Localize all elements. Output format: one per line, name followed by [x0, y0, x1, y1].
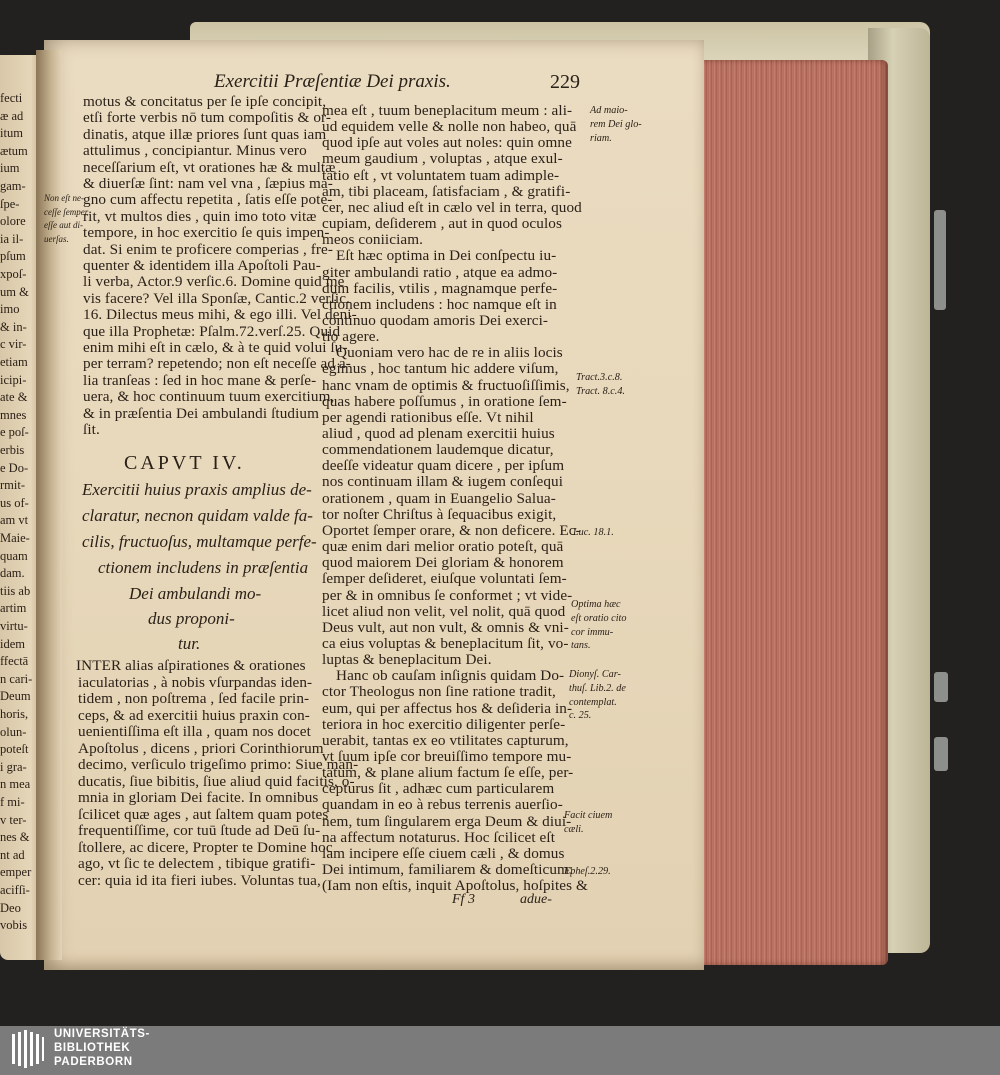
text-line: per agendi rationibus eſſe. Vt nihil: [322, 408, 534, 426]
text-line: Oportet ſemper orare, & non deficere. Ec-: [322, 521, 581, 539]
margin-note-line: Tract. 8.c.4.: [576, 385, 625, 397]
previous-page-fragment: Deum: [0, 689, 31, 704]
text-line: ſit.: [83, 421, 100, 438]
previous-page-fragment: emper: [0, 865, 32, 880]
library-footer-bar: [0, 1026, 1000, 1075]
text-line: quod ipſe aut voles aut noles: quin omne: [322, 134, 572, 152]
text-line: quæ enim dari melior oratio poteſt, quā: [322, 538, 564, 556]
text-line: egimus , hoc tantum hic addere viſum,: [322, 360, 559, 378]
previous-page-fragment: æ ad: [0, 108, 24, 123]
chapter-text-line: iaculatorias , à nobis vſurpandas iden-: [78, 673, 313, 691]
text-line: licet aliud non velit, vel nolit, quā quod: [322, 602, 566, 620]
text-line: enim mihi eſt in cælo, & à te quid volui ſu-: [83, 339, 348, 356]
previous-page-fragment: c vir-: [0, 337, 27, 352]
chapter-text-line: INTER alias aſpirationes & orationes: [76, 657, 306, 674]
text-line: quenter & identidem illa Apoſtoli Pau-: [83, 257, 321, 274]
text-line: meum gaudium , voluptas , atque exul-: [322, 150, 563, 168]
previous-page-fragment: itum: [0, 126, 23, 141]
margin-note-line: Facit ciuem: [564, 810, 613, 821]
text-line: continuo quodam amoris Dei exerci-: [322, 311, 549, 329]
previous-page-fragment: vobis: [0, 918, 28, 933]
previous-page-fragment: poteſt: [0, 742, 29, 757]
text-line: Dei intimum, familiarem & domeſticum:: [322, 861, 574, 879]
chapter-subtitle-line: dus proponi-: [148, 609, 235, 628]
text-line: orationem , quam in Euangelio Salua-: [322, 489, 556, 507]
margin-note-line: c. 25.: [569, 710, 592, 722]
chapter-text-line: mnia in gloriam Dei facite. In omnibus: [78, 789, 319, 806]
text-line: ca eius voluptas & beneplacitum ſit, vo-: [322, 634, 569, 652]
chapter-text-line: Apoſtolus , dicens , priori Corinthiorum: [78, 739, 324, 757]
text-line: Quoniam vero hac de re in aliis locis: [336, 344, 563, 362]
text-line: iam incipere eſſe ciuem cæli , & domus: [322, 844, 565, 862]
text-line: eum, qui per affectus hos & deſideria in-: [322, 699, 573, 717]
margin-note-line: Luc. 18.1.: [573, 527, 614, 538]
library-name-line2: BIBLIOTHEK: [54, 1042, 131, 1054]
chapter-text-line: ducatis, ſiue bibitis, ſiue aliud quid facitis, o-: [78, 772, 355, 790]
previous-page-fragment: icipi-: [0, 372, 27, 387]
previous-page-fragment: Deo: [0, 900, 21, 915]
chapter-subtitle-line: cilis, fructuoſus, multamque perfe-: [82, 532, 317, 551]
text-line: neceſſarium eſt, vt orationes hæ & multæ: [83, 158, 336, 176]
margin-note-line: contemplat.: [569, 696, 617, 708]
margin-note-line: Ad maio-: [590, 105, 628, 116]
clasp-middle: [934, 672, 948, 702]
text-line: dinatis, atque illæ priores ſunt quas iam: [83, 125, 327, 143]
chapter-text-line: uenientiſſima eſt illa , quam nos docet: [78, 723, 311, 740]
chapter-heading: CAPVT IV.: [124, 452, 245, 474]
page-block-red-edge: [688, 60, 888, 965]
text-line: na affectum notaturus. Hoc ſcilicet eſt: [322, 828, 556, 846]
text-line: giter ambulandi ratio , atque ea admo-: [322, 263, 558, 281]
previous-page-fragment: nes &: [0, 830, 30, 845]
text-line: aliud , quod ad plenam exercitii huius: [322, 425, 555, 442]
margin-note-line: Epheſ.2.29.: [564, 866, 611, 877]
library-logo-icon: [10, 1028, 46, 1072]
clasp-upper: [934, 210, 946, 310]
margin-note-line: cæli.: [564, 823, 584, 835]
margin-note-line: cor immu-: [571, 626, 614, 638]
text-line: hanc vnam de optimis & fructuoſiſſimis,: [322, 376, 570, 394]
previous-page-fragment: ſpe-: [0, 196, 20, 211]
text-line: per terram? repetendo; non eſt neceſſe ad a-: [83, 355, 351, 373]
text-line: & in præſentia Dei ambulandi ſtudium: [83, 404, 320, 422]
chapter-text-line: ſcilicet quæ ages , aut ſaltem quam potes: [78, 805, 329, 823]
margin-note-line: eſſe aut di-: [44, 220, 83, 230]
margin-note-line: ceſſe ſemper: [44, 206, 89, 217]
margin-note-line: eſt oratio cito: [571, 612, 627, 624]
margin-note-line: Non eſt ne-: [44, 193, 84, 203]
previous-page-fragment: v ter-: [0, 812, 27, 827]
previous-page-fragment: e Do-: [0, 460, 29, 475]
previous-page-fragment: quam: [0, 548, 28, 563]
margin-note-line: thuſ. Lib.2. de: [569, 682, 626, 694]
previous-page-fragment: olore: [0, 214, 26, 229]
text-line: dum facilis, vtilis , magnamque perfe-: [322, 279, 558, 297]
previous-page-fragment: nt ad: [0, 847, 25, 862]
text-line: 16. Dilectus meus mihi, & ego illi. Vel deni-: [83, 306, 357, 324]
chapter-text-line: tidem , non poſtrema , ſed facile prin-: [78, 690, 310, 707]
text-line: Hanc ob cauſam inſignis quidam Do-: [336, 667, 565, 685]
text-line: etſi forte verbis nō tum compoſitis & or-: [83, 109, 332, 127]
text-line: am, tibi placeam, ſatisfaciam , & gratifi-: [322, 182, 571, 200]
text-line: commendationem laudemque dicatur,: [322, 441, 554, 459]
previous-page-fragment: e poſ-: [0, 425, 29, 440]
text-line: deeſſe videatur quam dicere , per ipſum: [322, 457, 565, 475]
previous-page-fragment: acifſi-: [0, 883, 30, 897]
page-number: 229: [550, 71, 580, 93]
previous-page-fragment: ffectā: [0, 654, 29, 669]
text-line: gno cum affectu repetita , ſatis eſſe pote-: [83, 191, 333, 209]
previous-page-fragment: horis,: [0, 707, 29, 721]
previous-page-fragment: gam-: [0, 179, 26, 193]
chapter-subtitle-line: Dei ambulandi mo-: [129, 584, 262, 603]
previous-page-fragment: n cari-: [0, 671, 33, 686]
previous-page-fragment: olun-: [0, 724, 27, 739]
previous-page-fragment: fecti: [0, 91, 23, 105]
text-line: teriora in hoc exercitio diligenter perſe-: [322, 715, 566, 733]
text-line: ctor Theologus non ſine ratione tradit,: [322, 683, 556, 701]
previous-page-fragment: xpoſ-: [0, 267, 27, 281]
chapter-subtitle-line: claratur, necnon quidam valde fa-: [82, 506, 313, 525]
chapter-subtitle-line: ctionem includens in præſentia: [98, 558, 309, 577]
chapter-text-line: frequentiſſime, cor tuū ſtude ad Deū ſu-: [78, 822, 321, 839]
text-line: lia tranſeas : ſed in hoc mane & perſe-: [83, 371, 317, 389]
text-line: meos coniiciam.: [322, 231, 424, 249]
chapter-text-line: cer: quia id ita fieri iubes. Voluntas tua,: [78, 871, 321, 889]
previous-page-fragment: um &: [0, 284, 29, 299]
text-line: que illa Prophetæ: Pſalm.72.verſ.25. Quid: [83, 322, 341, 340]
margin-note-line: Dionyſ. Car-: [569, 669, 621, 680]
previous-page-fragment: pſum: [0, 249, 26, 264]
text-line: cupiam, deſiderem , aut in quod oculos: [322, 215, 562, 233]
previous-page-fragment: & in-: [0, 319, 27, 334]
previous-page-fragment: ætum: [0, 143, 28, 158]
text-line: tempore, in hoc exercitio ſe quis impen-: [83, 224, 330, 242]
text-line: uera, & hoc continuum tuum exercitium,: [83, 388, 335, 406]
text-line: dat. Si enim te proficere comperias , fre-: [83, 240, 334, 258]
previous-page-fragment: f mi-: [0, 795, 25, 809]
margin-note-line: rem Dei glo-: [590, 118, 642, 130]
catchword: adue-: [520, 892, 552, 907]
text-line: ud equidem velle & nolle non habeo, quā: [322, 118, 577, 136]
text-line: Deus vult, aut non vult, & omnis & vni-: [322, 618, 569, 636]
text-line: cepturus ſit , adhæc cum particularem: [322, 780, 555, 798]
text-line: uerabit, tantas ex eo vtilitates capturum,: [322, 731, 569, 749]
signature-mark: Ff 3: [452, 892, 475, 907]
text-line: ctionem includens : hoc namque eſt in: [322, 295, 557, 313]
previous-page-fragment: i gra-: [0, 759, 27, 774]
text-line: & diuerſæ ſint: nam vel vna , ſæpius ma-: [83, 175, 333, 192]
previous-page-fragment: am vt: [0, 513, 29, 528]
margin-note-line: Tract.3.c.8.: [576, 372, 623, 383]
chapter-subtitle-line: tur.: [178, 634, 201, 653]
text-line: (Iam non eſtis, inquit Apoſtolus, hoſpites &: [322, 877, 588, 895]
text-line: li verba, Actor.9 verſic.6. Domine quid me: [83, 273, 345, 291]
previous-page-fragment: erbis: [0, 443, 25, 457]
previous-page-fragment: artim: [0, 601, 27, 616]
margin-note-line: riam.: [590, 132, 612, 144]
text-line: quod maiorem Dei gloriam & honorem: [322, 554, 564, 572]
running-title: Exercitii Præſentiæ Dei praxis.: [214, 71, 451, 92]
text-line: cer, nec aliud eſt in cælo vel in terra, quod: [322, 198, 582, 216]
text-line: vis facere? Vel illa Sponſæ, Cantic.2 verſic.: [83, 289, 350, 307]
library-name-line3: PADERBORN: [54, 1056, 133, 1068]
text-line: quandam in eo à rebus terrenis auerſio-: [322, 796, 563, 814]
text-line: tatum, & plane alium factum ſe eſſe, per-: [322, 764, 574, 782]
previous-page-fragment: imo: [0, 302, 20, 317]
clasp-lower: [934, 737, 948, 771]
text-line: rit, vt multos dies , quin imo toto vitæ: [83, 207, 317, 225]
text-line: Eſt hæc optima in Dei conſpectu iu-: [336, 247, 557, 265]
text-line: luptas & beneplacitum Dei.: [322, 651, 492, 669]
previous-page-fragment: mnes: [0, 407, 27, 422]
text-line: vt ſuum ipſe cor breuiſſimo tempore mu-: [322, 748, 572, 765]
previous-page-fragment: ate &: [0, 390, 28, 405]
library-name-line1: UNIVERSITÄTS-: [54, 1028, 150, 1040]
text-line: tor noſter Chriſtus à ſequacibus exigit,: [322, 505, 557, 523]
chapter-text-line: decimo, verſiculo trigeſimo primo: Siue man-: [78, 756, 359, 773]
previous-page-fragment: tiis ab: [0, 583, 31, 598]
text-line: per & in omnibus ſe conformet ; vt vide-: [322, 586, 573, 604]
previous-page-fragment: ia il-: [0, 231, 24, 246]
text-line: quas habere poſſumus , in oratione ſem-: [322, 392, 567, 410]
previous-page-fragment: etiam: [0, 355, 28, 369]
text-line: tatio eſt , vt voluntatem tuam adimple-: [322, 166, 560, 184]
previous-page-fragment: virtu-: [0, 619, 28, 633]
text-line: nem, tum ſingularem erga Deum & diui-: [322, 812, 572, 830]
text-line: attulimus , concipiantur. Minus vero: [83, 142, 307, 160]
text-line: motus & concitatus per ſe ipſe concipit,: [83, 93, 327, 110]
chapter-subtitle-line: Exercitii huius praxis amplius de-: [82, 480, 312, 499]
text-line: mea eſt , tuum beneplacitum meum : ali-: [322, 102, 573, 119]
previous-page-fragment: dam.: [0, 566, 25, 581]
previous-page-fragment: us of-: [0, 495, 29, 510]
margin-note-line: uerſas.: [44, 233, 69, 244]
text-line: ſemper deſideret, eiuſque voluntati ſem-: [322, 570, 567, 588]
margin-note-line: Optima hæc: [571, 599, 621, 610]
previous-page-fragment: ium: [0, 161, 20, 176]
chapter-text-line: ceps, & ad exercitii huius praxin con-: [78, 706, 310, 724]
previous-page-fragment: rmit-: [0, 478, 25, 493]
text-line: nos continuam illam & iugem conſequi: [322, 473, 564, 491]
previous-page-fragment: idem: [0, 636, 25, 651]
chapter-text-line: ago, vt ſic te delectem , tibique gratifi-: [78, 855, 316, 872]
margin-note-line: tans.: [571, 640, 591, 652]
previous-page-fragment: Maie-: [0, 531, 30, 545]
text-line: tio agere.: [322, 328, 380, 346]
previous-page-fragment: n mea: [0, 777, 31, 792]
chapter-text-line: ſtollere, ac dicere, Propter te Domine hoc: [78, 838, 333, 856]
